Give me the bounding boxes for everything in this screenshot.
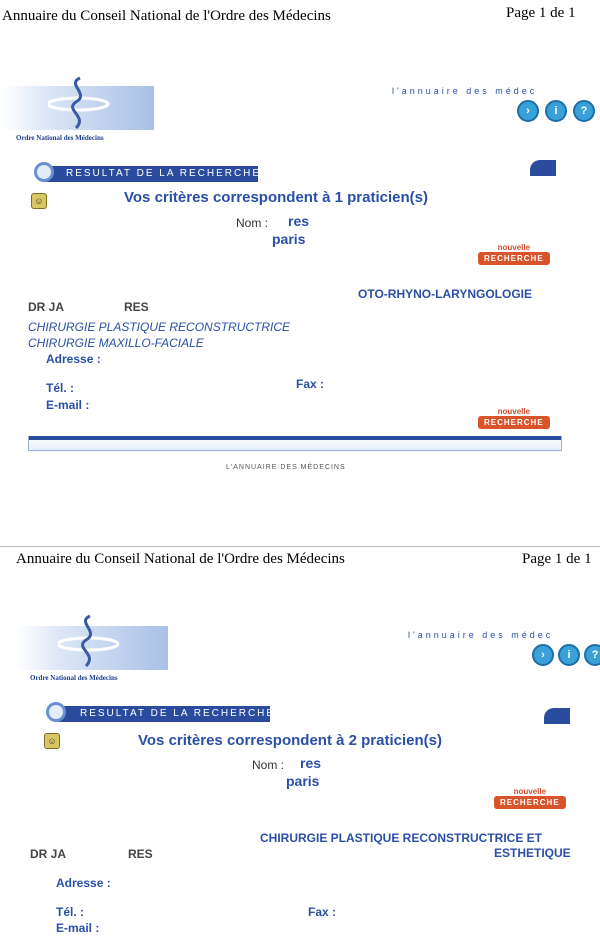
nom-label-2: Nom : — [252, 758, 285, 772]
new-search-button-bottom[interactable] — [478, 408, 550, 429]
corner-tab — [530, 160, 556, 176]
doctor-name-prefix-2: DR JA — [30, 847, 67, 861]
city-value: paris — [272, 231, 306, 247]
nom-value-2: res — [300, 755, 322, 771]
new-search-label-bottom: RECHERCHE — [478, 416, 550, 429]
help-icon[interactable]: ? — [573, 100, 595, 122]
address-label-2: Adresse : — [56, 876, 111, 890]
info-icon[interactable]: i — [545, 100, 567, 122]
fax-label: Fax : — [296, 377, 325, 391]
competence-1: CHIRURGIE PLASTIQUE RECONSTRUCTRICE — [28, 320, 291, 334]
doctor-name-prefix: DR JA — [28, 300, 65, 314]
page-separator — [0, 546, 600, 547]
criteria-summary-2: Vos critères correspondent à 2 praticien(s) — [138, 732, 442, 749]
competence-2: CHIRURGIE MAXILLO-FACIALE — [28, 336, 204, 350]
new-search-top-bottom: nouvelle — [497, 407, 531, 416]
fax-label-2: Fax : — [308, 905, 337, 919]
new-search-label: RECHERCHE — [478, 252, 550, 265]
arrow-icon[interactable]: › — [517, 100, 539, 122]
magnifier-icon — [46, 702, 66, 722]
new-search-top-2: nouvelle — [513, 787, 547, 796]
smiley-icon: ☺ — [31, 193, 47, 209]
specialty-line-2: ESTHETIQUE — [494, 846, 571, 860]
new-search-label-2: RECHERCHE — [494, 796, 566, 809]
doctor-name-suffix-2: RES — [128, 847, 153, 861]
doctor-name-suffix: RES — [124, 300, 149, 314]
criteria-summary: Vos critères correspondent à 1 praticien(s) — [124, 189, 428, 206]
print-header-title: Annuaire du Conseil National de l'Ordre des Médecins — [2, 8, 331, 24]
address-label: Adresse : — [46, 352, 101, 366]
specialty-line-1: CHIRURGIE PLASTIQUE RECONSTRUCTRICE ET — [260, 831, 543, 845]
result-header-2: RESULTAT DE LA RECHERCHE — [58, 706, 270, 722]
email-label: E-mail : — [46, 398, 90, 412]
footer-bar — [28, 436, 562, 451]
nom-value: res — [288, 213, 310, 229]
footer-text: L'ANNUAIRE DES MÉDECINS — [226, 464, 346, 471]
print-page-number-2: Page 1 de 1 — [522, 551, 592, 567]
help-icon[interactable]: ? — [584, 644, 600, 666]
specialty: OTO-RHYNO-LARYNGOLOGIE — [358, 287, 532, 301]
nom-label: Nom : — [236, 216, 269, 230]
phone-label-2: Tél. : — [56, 905, 85, 919]
print-header-title-2: Annuaire du Conseil National de l'Ordre des Médecins — [16, 551, 345, 567]
caduceus-logo-2 — [58, 610, 128, 672]
caduceus-logo — [48, 72, 118, 134]
logo-text: Ordre National des Médecins — [16, 134, 104, 142]
new-search-button[interactable] — [478, 244, 550, 265]
site-tagline: l'annuaire des médec — [392, 86, 538, 96]
smiley-icon: ☺ — [44, 733, 60, 749]
magnifier-icon — [34, 162, 54, 182]
result-header: RESULTAT DE LA RECHERCHE — [44, 166, 258, 182]
new-search-button-2[interactable] — [494, 788, 566, 809]
corner-tab-2 — [544, 708, 570, 724]
new-search-top: nouvelle — [497, 243, 531, 252]
email-label-2: E-mail : — [56, 921, 100, 935]
site-tagline-2: l'annuaire des médec — [408, 630, 554, 640]
info-icon[interactable]: i — [558, 644, 580, 666]
phone-label: Tél. : — [46, 381, 75, 395]
print-page-number: Page 1 de 1 — [506, 5, 576, 21]
arrow-icon[interactable]: › — [532, 644, 554, 666]
city-value-2: paris — [286, 773, 320, 789]
logo-text-2: Ordre National des Médecins — [30, 674, 118, 682]
